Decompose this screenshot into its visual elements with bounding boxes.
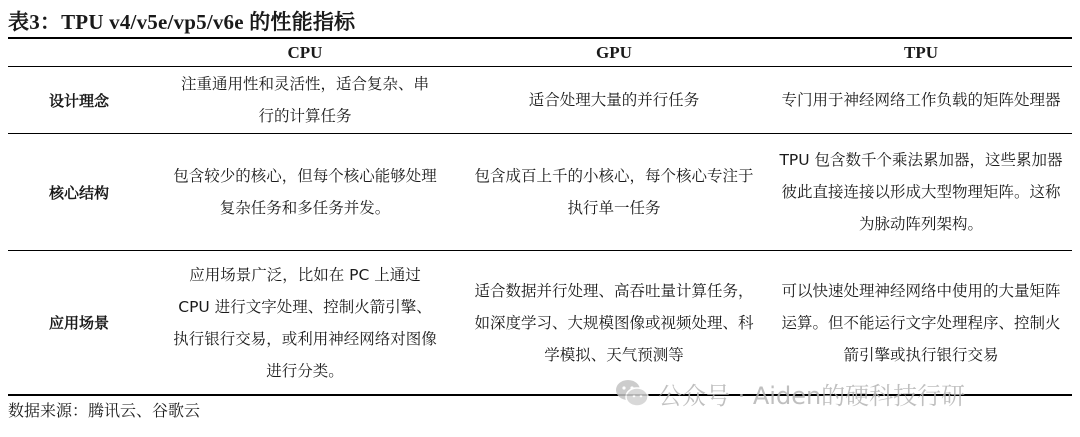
table-top-rule [8, 37, 1072, 39]
data-source-note: 数据来源：腾讯云、谷歌云 [8, 401, 201, 420]
row-label-core: 核心结构 [48, 183, 109, 202]
column-header-gpu: GPU [596, 43, 632, 62]
cell-core-tpu: TPU 包含数千个乘法累加器，这些累加器彼此直接连接以形成大型物理矩阵。这称为脉动阵列架构。 [779, 151, 1063, 233]
column-header-cpu: CPU [287, 43, 323, 62]
watermark [614, 373, 965, 413]
row-label-application: 应用场景 [48, 314, 109, 332]
cell-design-gpu: 适合处理大量的并行任务 [528, 91, 700, 109]
cell-design-tpu: 专门用于神经网络工作负载的矩阵处理器 [781, 91, 1061, 109]
cell-core-gpu: 包含成百上千的小核心，每个核心专注于执行单一任务 [474, 167, 754, 217]
watermark-text: 公众号 · Aiden的硬科技行研 [658, 381, 966, 410]
table-title: 表3：TPU v4/v5e/vp5/v6e 的性能指标 [8, 10, 356, 34]
cell-design-cpu: 注重通用性和灵活性，适合复杂、串行的计算任务 [180, 75, 429, 125]
cell-application-gpu: 适合数据并行处理、高吞吐量计算任务，如深度学习、大规模图像或视频处理、科学模拟、天气预测等 [474, 281, 754, 364]
cell-core-cpu: 包含较少的核心，但每个核心能够处理复杂任务和多任务并发。 [173, 167, 437, 217]
column-header-tpu: TPU [904, 43, 938, 62]
row-label-design: 设计理念 [48, 91, 109, 110]
cell-application-cpu: 应用场景广泛，比如在 PC 上通过 CPU 进行文字处理、控制火箭引擎、执行银行交易，或利用神经网络对图像进行分类。 [173, 265, 437, 380]
wechat-icon [614, 378, 650, 408]
cell-application-tpu: 可以快速处理神经网络中使用的大量矩阵运算。但不能运行文字处理程序、控制火箭引擎或执行银行交易 [781, 281, 1061, 364]
